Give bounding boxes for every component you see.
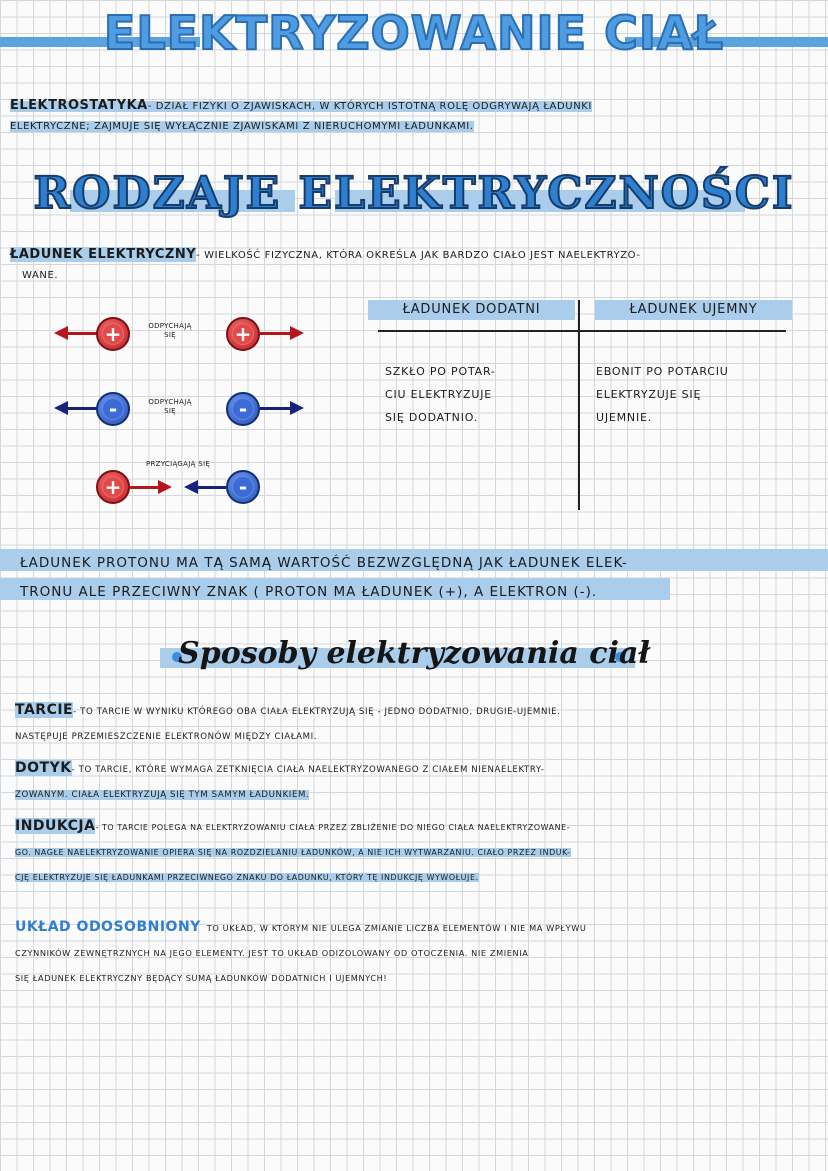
elektrostatyka-text-1: - DZIAŁ FIZYKI O ZJAWISKACH, W KTÓRYCH ISTOTNĄ ROLĘ ODGRYWAJĄ ŁADUNKI [147, 101, 592, 112]
table-header-negative: ŁADUNEK UJEMNY [595, 300, 792, 320]
proton-note [20, 549, 825, 607]
tarcie-text-2: NASTĘPUJE PRZEMIESZCZENIE ELEKTRONÓW MIĘDZY CIAŁAMI. [15, 732, 318, 742]
table-cell-positive: SZKŁO PO POTAR- CIU ELEKTRYZUJE SIĘ DODATNIO. [385, 365, 496, 424]
sposoby-title: Sposoby elektryzowania ciał [178, 636, 650, 671]
ladunek-definition [10, 245, 825, 286]
dotyk-text-1: - TO TARCIE, KTÓRE WYMAGA ZETKNIĘCIA CIAŁA NAELEKTRYZOWANEGO Z CIAŁEM NIENAELEKTRY- [71, 765, 545, 775]
ladunek-term: ŁADUNEK ELEKTRYCZNY [10, 247, 197, 262]
arrow-attract-blue [196, 486, 226, 489]
arrow-left-red [66, 332, 98, 335]
section-title-rodzaje: RODZAJE ELEKTRYCZNOŚCI [33, 168, 795, 219]
table-header-positive: ŁADUNEK DODATNI [368, 300, 575, 320]
indukcja-definition [15, 814, 825, 890]
elektrostatyka-term: ELEKTROSTATYKA [10, 98, 148, 113]
ladunek-text-1: - WIELKOŚĆ FIZYCZNA, KTÓRA OKREŚLA JAK BARDZO CIAŁO JEST NAELEKTRYZO- [196, 250, 641, 261]
arrow-left-blue [66, 407, 98, 410]
dotyk-text-2: ZOWANYM. CIAŁA ELEKTRYZUJĄ SIĘ TYM SAMYM ŁADUNKIEM. [15, 790, 310, 800]
uklad-text-2: CZYNNIKÓW ZEWNĘTRZNYCH NA JEGO ELEMENTY. JEST TO UKŁAD ODIZOLOWANY OD OTOCZENIA. NIE ZMIENIA [15, 948, 529, 958]
uklad-definition [15, 915, 825, 991]
uklad-term: UKŁAD ODOSOBNIONY [15, 919, 201, 935]
arrow-right-red [260, 332, 292, 335]
tarcie-definition [15, 698, 825, 750]
positive-charge: + [96, 317, 130, 351]
indukcja-text-1: - TO TARCIE POLEGA NA ELEKTRYZOWANIU CIAŁA PRZEZ ZBLIŻENIE DO NIEGO CIAŁA NAELEKTRYZOWANE- [95, 823, 571, 832]
indukcja-text-3: CJĘ ELEKTRYZUJE SIĘ ŁADUNKAMI PRZECIWNEGO ZNAKU DO ŁADUNKU, KTÓRY TĘ INDUKCJĘ WYWOŁUJE. [15, 873, 479, 882]
repel-label-negative: ODPYCHAJĄ SIĘ [148, 398, 192, 415]
tarcie-text-1: - TO TARCIE W WYNIKU KTÓREGO OBA CIAŁA ELEKTRYZUJĄ SIĘ - JEDNO DODATNIO, DRUGIE-UJEMNIE. [73, 707, 561, 717]
indukcja-term: INDUKCJA [15, 818, 96, 834]
negative-charge: - [226, 392, 260, 426]
indukcja-text-2: GO. NAGŁE NAELEKTRYZOWANIE OPIERA SIĘ NA ROZDZIELANIU ŁADUNKÓW, A NIE ICH WYTWARZANIU. CIAŁO PRZEZ INDUK- [15, 848, 571, 857]
dotyk-term: DOTYK [15, 760, 72, 776]
dotyk-definition [15, 756, 825, 808]
positive-charge: + [96, 470, 130, 504]
table-cell-negative: EBONIT PO POTARCIU ELEKTRYZUJE SIĘ UJEMNIE. [596, 365, 729, 424]
page-title: ELEKTRYZOWANIE CIAŁ [103, 6, 725, 60]
elektrostatyka-text-2: ELEKTRYCZNE; ZAJMUJE SIĘ WYŁĄCZNIE ZJAWISKAMI Z NIERUCHOMYMI ŁADUNKAMI. [10, 121, 474, 132]
uklad-text-1: TO UKŁAD, W KTÓRYM NIE ULEGA ZMIANIE LICZBA ELEMENTÓW I NIE MA WPŁYWU [206, 923, 587, 933]
proton-note-line-1: ŁADUNEK PROTONU MA TĄ SAMĄ WARTOŚĆ BEZWZGLĘDNĄ JAK ŁADUNEK ELEK- [20, 555, 628, 571]
uklad-text-3: SIĘ ŁADUNEK ELEKTRYCZNY BĘDĄCY SUMĄ ŁADUNKÓW DODATNICH I UJEMNYCH! [15, 973, 388, 983]
tarcie-term: TARCIE [15, 702, 74, 718]
negative-charge: - [226, 470, 260, 504]
elektrostatyka-definition [10, 96, 820, 137]
repel-label-positive: ODPYCHAJĄ SIĘ [148, 322, 192, 339]
ladunek-text-2: WANE. [22, 270, 59, 281]
arrow-attract-red [130, 486, 160, 489]
proton-note-line-2: TRONU ALE PRZECIWNY ZNAK ( PROTON MA ŁADUNEK (+), A ELEKTRON (-). [20, 584, 598, 600]
attract-label: PRZYCIĄGAJĄ SIĘ [145, 460, 211, 468]
table-divider-vertical [578, 300, 580, 510]
table-divider-horizontal [378, 330, 786, 332]
negative-charge: - [96, 392, 130, 426]
positive-charge: + [226, 317, 260, 351]
arrow-right-blue [260, 407, 292, 410]
